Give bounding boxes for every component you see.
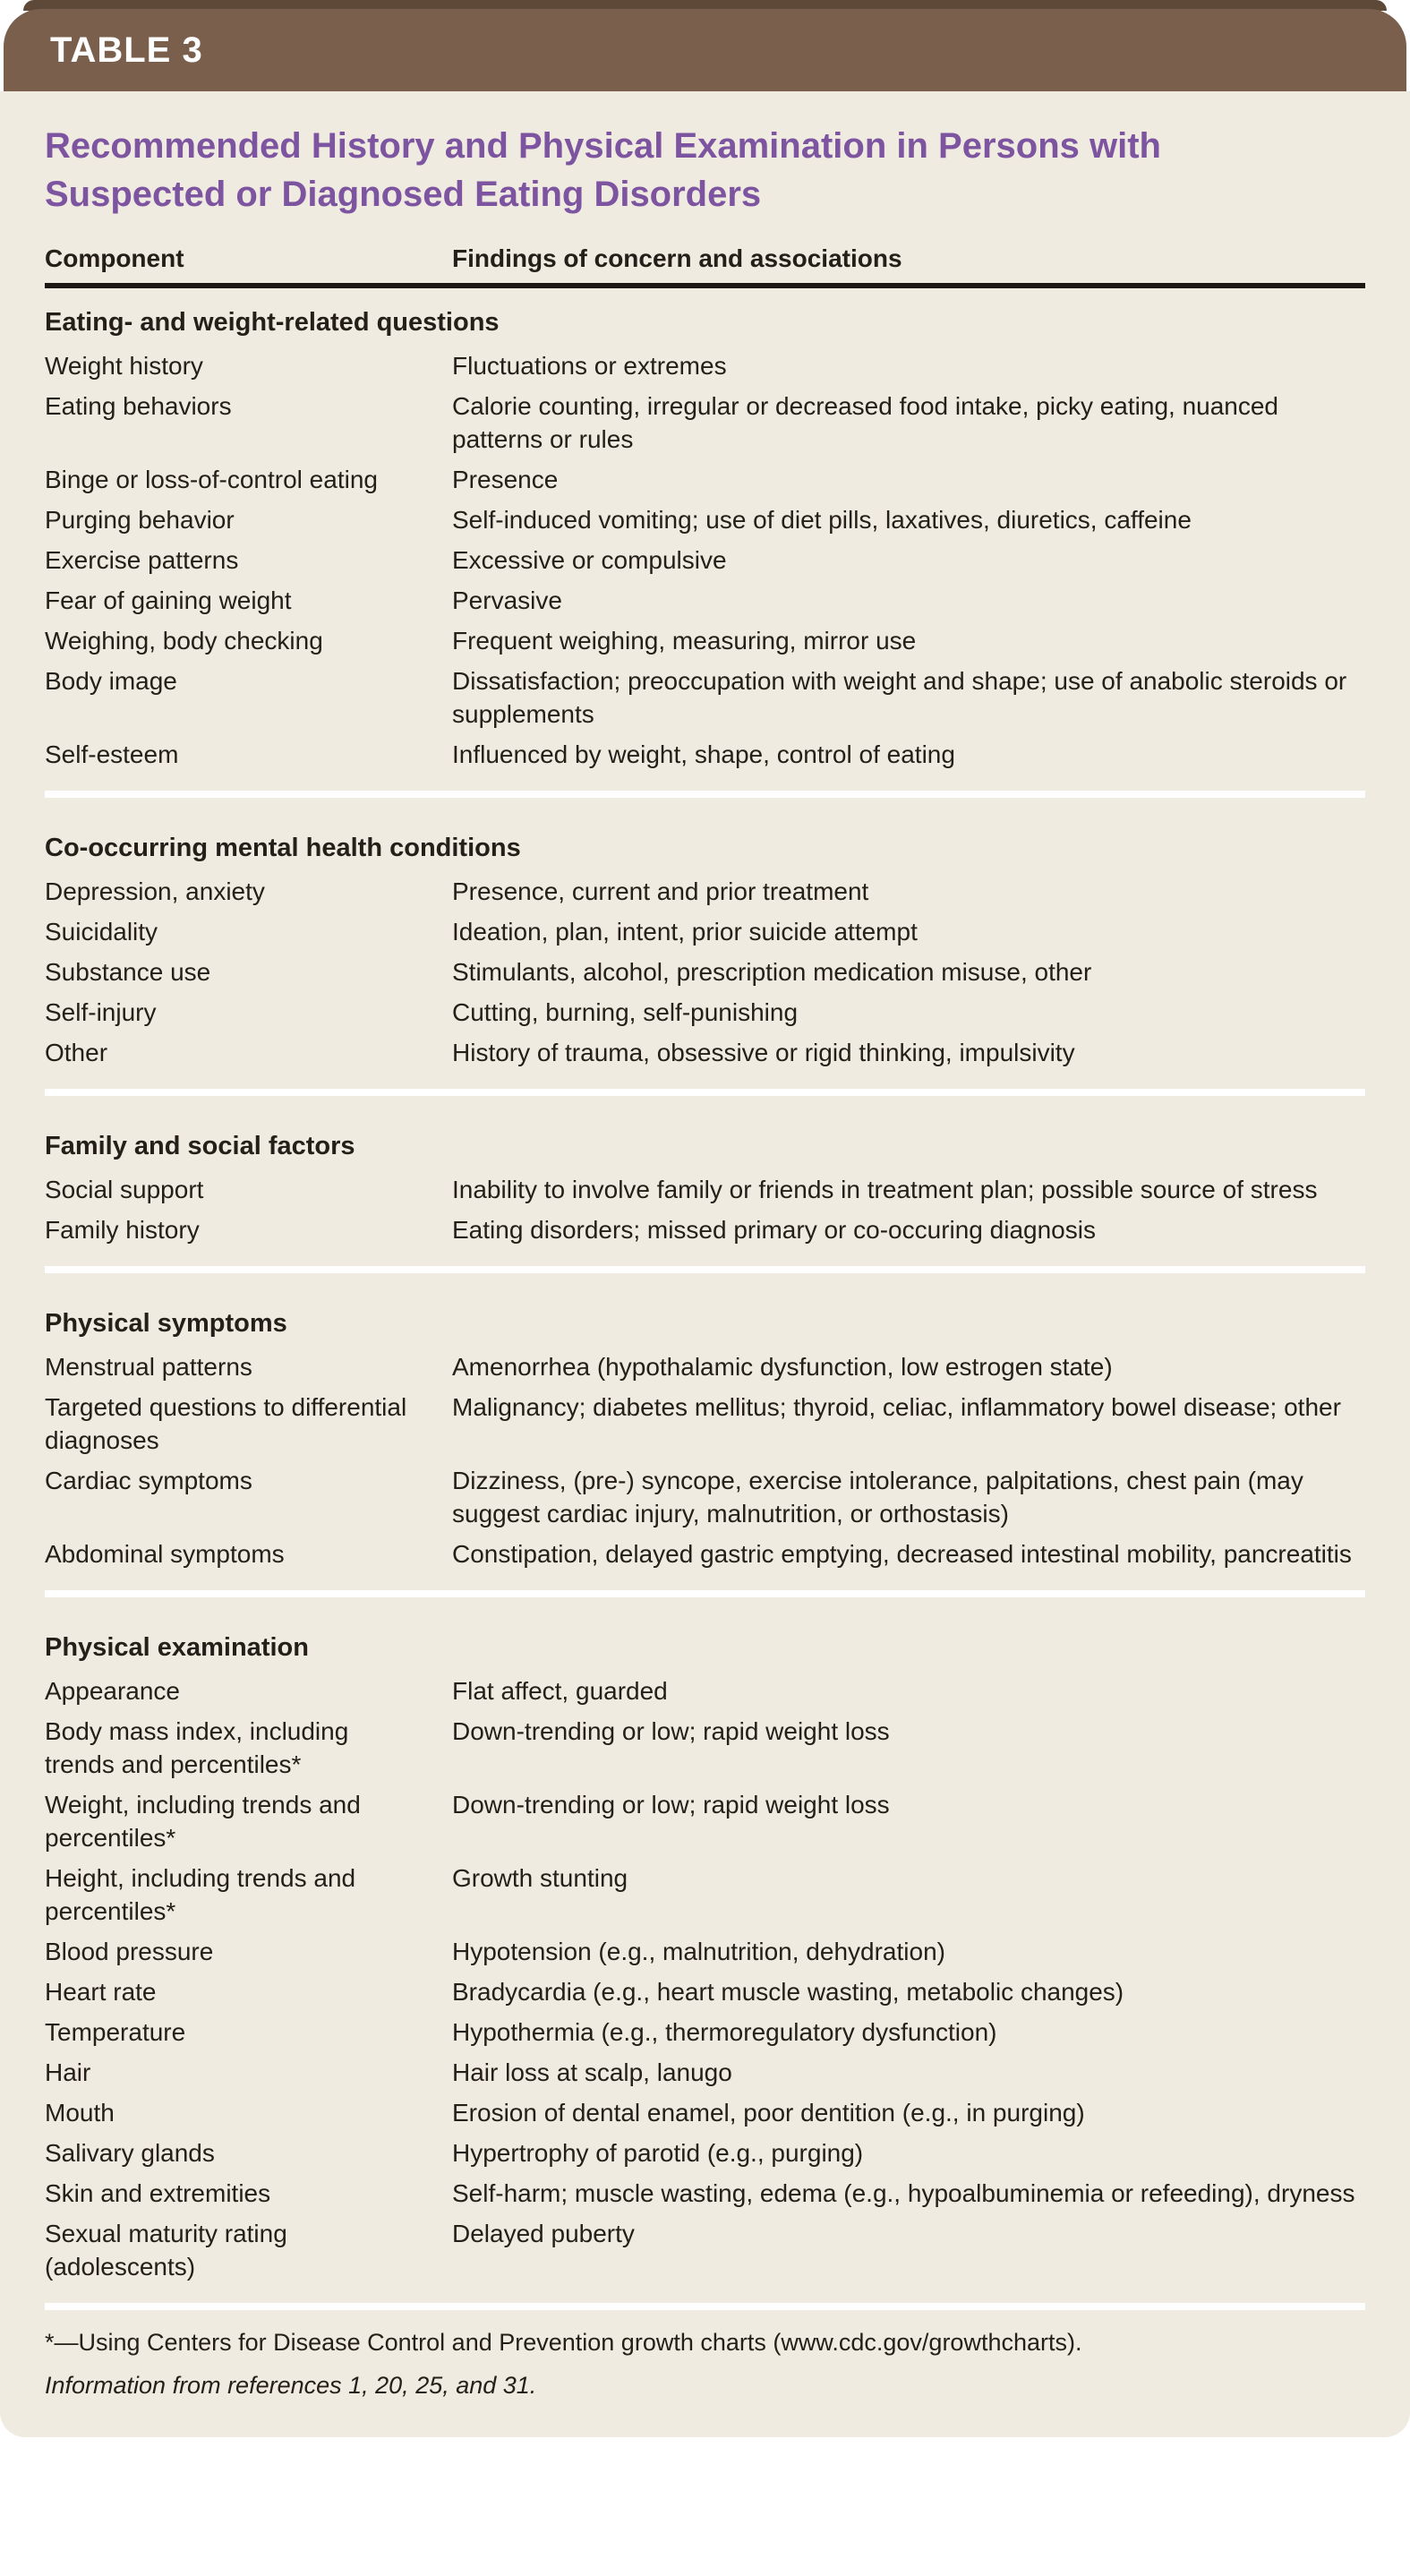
component-cell: Skin and extremities — [45, 2179, 271, 2207]
section-separator — [45, 1590, 1365, 1597]
component-cell: Self-esteem — [45, 740, 179, 768]
findings-cell: Calorie counting, irregular or decreased food intake, picky eating, nuanced patterns or rules — [452, 392, 1279, 453]
section-separator — [45, 1089, 1365, 1096]
section-separator — [45, 1266, 1365, 1273]
component-cell: Eating behaviors — [45, 392, 232, 420]
table-row — [45, 2133, 1365, 2173]
table-row — [45, 1534, 1365, 1574]
table-row — [45, 1387, 1365, 1460]
findings-cell: Self-induced vomiting; use of diet pills, laxatives, diuretics, caffeine — [452, 506, 1192, 534]
findings-cell: Down-trending or low; rapid weight loss — [452, 1717, 890, 1745]
findings-cell: Presence, current and prior treatment — [452, 877, 869, 905]
component-cell: Substance use — [45, 958, 211, 986]
table-row — [45, 734, 1365, 775]
section-heading: Physical examination — [45, 1633, 309, 1662]
table-row — [45, 620, 1365, 661]
component-cell: Suicidality — [45, 918, 158, 946]
section-heading: Eating- and weight-related questions — [45, 308, 500, 337]
component-cell: Appearance — [45, 1677, 181, 1705]
table-body — [0, 91, 1410, 2437]
table-number-label: TABLE 3 — [50, 30, 203, 70]
component-cell: Height, including trends and percentiles* — [45, 1864, 356, 1925]
table-section — [45, 1112, 1365, 1250]
column-header-component: Component — [45, 244, 184, 272]
findings-cell: Growth stunting — [452, 1864, 628, 1892]
findings-cell: Influenced by weight, shape, control of eating — [452, 740, 955, 768]
table-section — [45, 288, 1365, 775]
table-title: Recommended History and Physical Examination in Persons with Suspected or Diagnosed Eating Disorders — [45, 126, 1161, 214]
table-row — [45, 661, 1365, 734]
table-row — [45, 1169, 1365, 1210]
table-row — [45, 911, 1365, 952]
component-cell: Binge or loss-of-control eating — [45, 466, 378, 493]
findings-cell: Presence — [452, 466, 559, 493]
component-cell: Weight history — [45, 352, 203, 380]
component-cell: Abdominal symptoms — [45, 1540, 285, 1568]
component-cell: Weight, including trends and percentiles* — [45, 1791, 361, 1852]
footnote-source: Information from references 1, 20, 25, and 31. — [45, 2372, 537, 2399]
findings-cell: Self-harm; muscle wasting, edema (e.g., hypoalbuminemia or refeeding), dryness — [452, 2179, 1355, 2207]
component-cell: Body image — [45, 667, 177, 695]
component-cell: Other — [45, 1039, 108, 1066]
findings-cell: Down-trending or low; rapid weight loss — [452, 1791, 890, 1819]
component-cell: Heart rate — [45, 1978, 157, 2006]
component-cell: Fear of gaining weight — [45, 586, 292, 614]
findings-cell: Ideation, plan, intent, prior suicide attempt — [452, 918, 918, 946]
table-row — [45, 2052, 1365, 2092]
component-cell: Blood pressure — [45, 1938, 214, 1965]
findings-cell: Excessive or compulsive — [452, 546, 727, 574]
findings-cell: Dissatisfaction; preoccupation with weight and shape; use of anabolic steroids or supplements — [452, 667, 1347, 728]
table-row — [45, 2213, 1365, 2287]
component-cell: Self-injury — [45, 998, 157, 1026]
findings-cell: Dizziness, (pre-) syncope, exercise intolerance, palpitations, chest pain (may suggest cardiac injury, malnutrition, or orthostasis) — [452, 1467, 1303, 1528]
findings-cell: Inability to involve family or friends in treatment plan; possible source of stress — [452, 1176, 1318, 1203]
table-row — [45, 992, 1365, 1032]
table-row — [45, 1671, 1365, 1711]
table-row — [45, 1032, 1365, 1073]
column-header-findings: Findings of concern and associations — [452, 244, 902, 272]
table-section — [45, 1613, 1365, 2287]
component-cell: Menstrual patterns — [45, 1353, 252, 1381]
findings-cell: Hypothermia (e.g., thermoregulatory dysfunction) — [452, 2018, 997, 2046]
findings-cell: Erosion of dental enamel, poor dentition (e.g., in purging) — [452, 2099, 1085, 2127]
section-heading: Co-occurring mental health conditions — [45, 834, 521, 862]
findings-cell: Hypertrophy of parotid (e.g., purging) — [452, 2139, 864, 2167]
findings-cell: Hypotension (e.g., malnutrition, dehydration) — [452, 1938, 945, 1965]
findings-cell: Cutting, burning, self-punishing — [452, 998, 799, 1026]
findings-cell: History of trauma, obsessive or rigid thinking, impulsivity — [452, 1039, 1075, 1066]
table-row — [45, 1711, 1365, 1784]
table-row — [45, 952, 1365, 992]
table-section — [45, 814, 1365, 1073]
component-cell: Social support — [45, 1176, 204, 1203]
table-row — [45, 871, 1365, 911]
table-row — [45, 1972, 1365, 2012]
component-cell: Cardiac symptoms — [45, 1467, 252, 1494]
section-heading: Family and social factors — [45, 1132, 355, 1160]
table-row — [45, 500, 1365, 540]
component-cell: Purging behavior — [45, 506, 235, 534]
component-cell: Hair — [45, 2058, 91, 2086]
findings-cell: Stimulants, alcohol, prescription medication misuse, other — [452, 958, 1092, 986]
table-row — [45, 386, 1365, 459]
findings-cell: Frequent weighing, measuring, mirror use — [452, 627, 917, 655]
findings-cell: Eating disorders; missed primary or co-occuring diagnosis — [452, 1216, 1096, 1244]
section-separator — [45, 2303, 1365, 2310]
findings-cell: Fluctuations or extremes — [452, 352, 727, 380]
footnote-asterisk: *—Using Centers for Disease Control and Prevention growth charts (www.cdc.gov/growthcharts). — [45, 2329, 1082, 2356]
findings-cell: Flat affect, guarded — [452, 1677, 668, 1705]
table-row — [45, 580, 1365, 620]
component-cell: Targeted questions to differential diagnoses — [45, 1393, 407, 1454]
table-row — [45, 2012, 1365, 2052]
component-cell: Family history — [45, 1216, 200, 1244]
table-row — [45, 540, 1365, 580]
table-row — [45, 1460, 1365, 1534]
component-cell: Salivary glands — [45, 2139, 215, 2167]
findings-cell: Bradycardia (e.g., heart muscle wasting, metabolic changes) — [452, 1978, 1124, 2006]
component-cell: Weighing, body checking — [45, 627, 323, 655]
table-section — [45, 1289, 1365, 1574]
component-cell: Sexual maturity rating (adolescents) — [45, 2220, 287, 2281]
component-cell: Depression, anxiety — [45, 877, 265, 905]
component-cell: Exercise patterns — [45, 546, 239, 574]
findings-cell: Pervasive — [452, 586, 562, 614]
table-row — [45, 1210, 1365, 1250]
table-row — [45, 1784, 1365, 1858]
component-cell: Temperature — [45, 2018, 186, 2046]
component-cell: Mouth — [45, 2099, 115, 2127]
findings-cell: Constipation, delayed gastric emptying, decreased intestinal mobility, pancreatitis — [452, 1540, 1352, 1568]
findings-cell: Hair loss at scalp, lanugo — [452, 2058, 732, 2086]
table-row — [45, 2092, 1365, 2133]
table-row — [45, 346, 1365, 386]
findings-cell: Amenorrhea (hypothalamic dysfunction, low estrogen state) — [452, 1353, 1113, 1381]
component-cell: Body mass index, including trends and percentiles* — [45, 1717, 349, 1778]
findings-cell: Malignancy; diabetes mellitus; thyroid, celiac, inflammatory bowel disease; other — [452, 1393, 1341, 1421]
table-row — [45, 459, 1365, 500]
table-header-bar — [4, 9, 1406, 91]
table-row — [45, 1858, 1365, 1931]
section-separator — [45, 791, 1365, 798]
table-row — [45, 1931, 1365, 1972]
table-sections — [45, 288, 1365, 2310]
findings-cell: Delayed puberty — [452, 2220, 635, 2247]
table-row — [45, 1347, 1365, 1387]
column-headers — [45, 244, 1365, 274]
table-row — [45, 2173, 1365, 2213]
section-heading: Physical symptoms — [45, 1309, 287, 1338]
